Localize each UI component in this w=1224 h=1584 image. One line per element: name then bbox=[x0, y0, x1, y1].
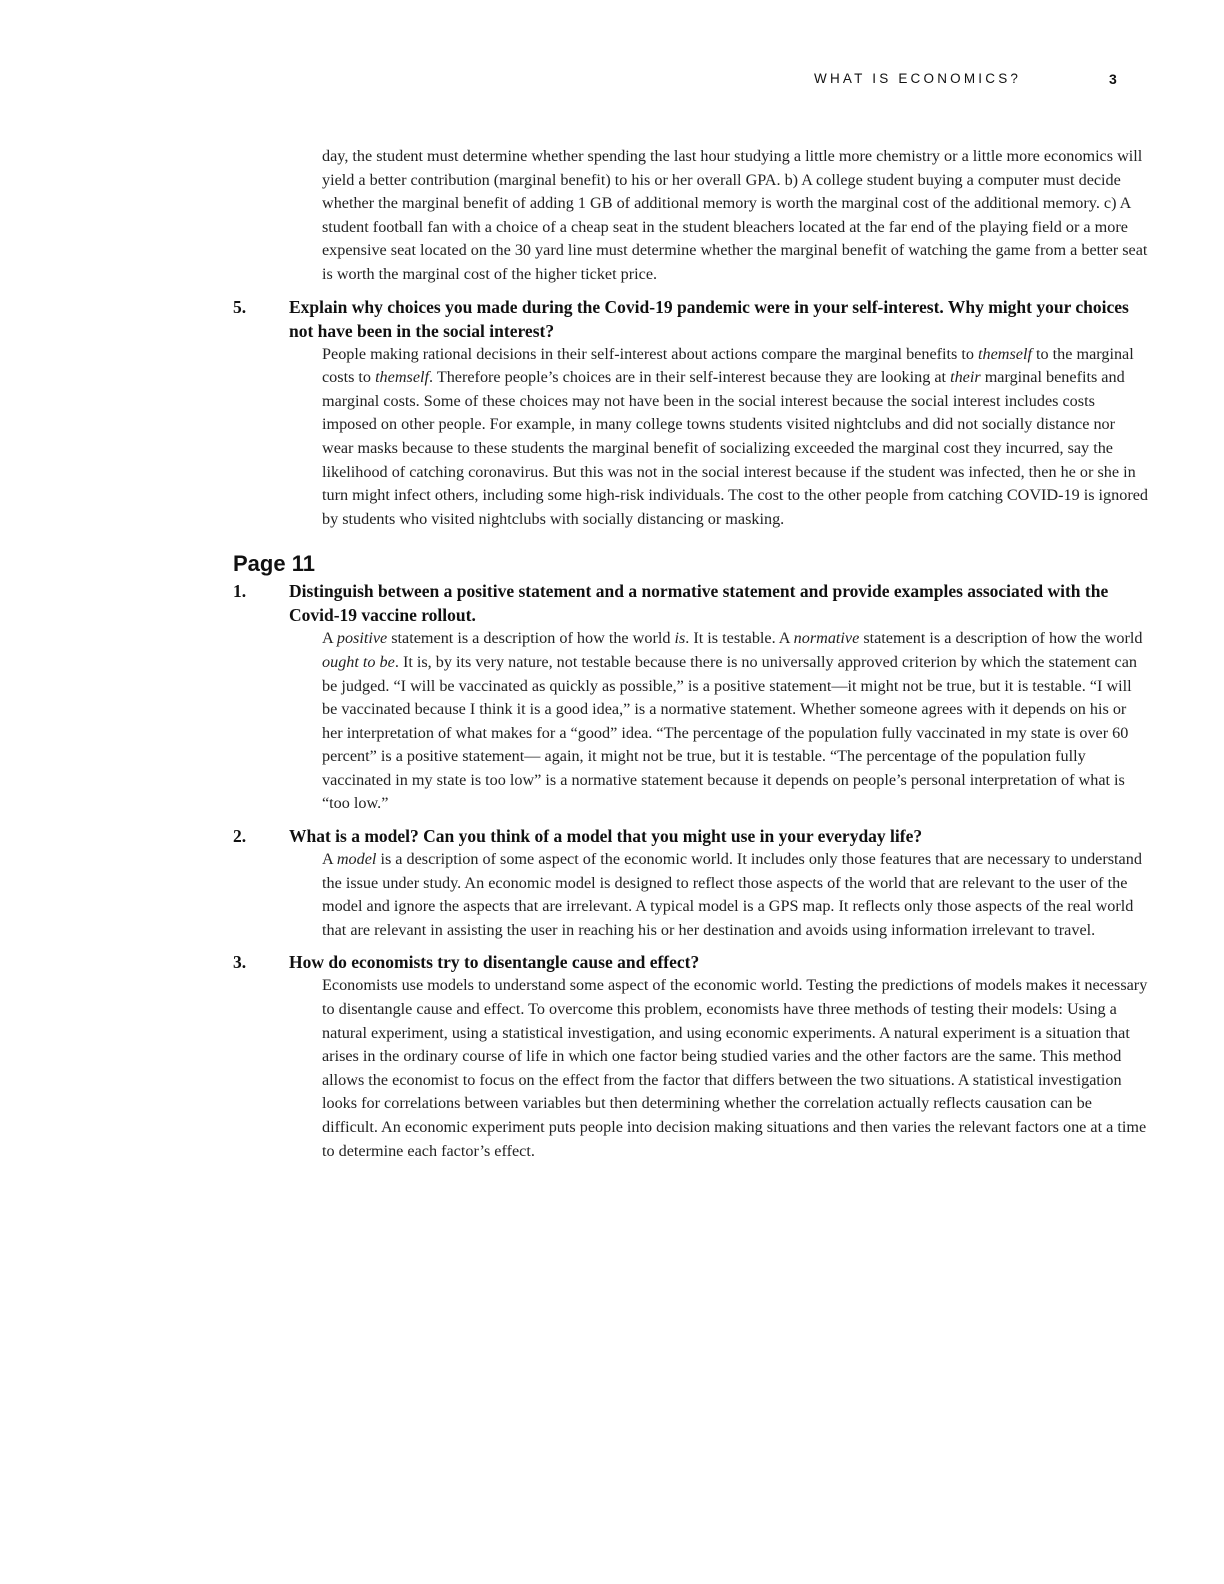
answer-text: statement is a description of how the world bbox=[859, 629, 1143, 648]
continued-answer: day, the student must determine whether spending the last hour studying a little more chemistry or a little more economics will yield a better contribution (marginal benefit) to his or her overall GPA. b) A college student buying a computer must decide whether the marginal benefit of adding 1 GB of additional memory is worth the marginal cost of the additional memory. c) A student football fan with a choice of a cheap seat in the student bleachers located at the far end of the playing field or a more expensive seat located on the 30 yard line must determine whether the marginal benefit of watching the game from a better seat is worth the marginal cost of the higher ticket price. bbox=[322, 147, 1148, 283]
answer-text: . It is testable. A bbox=[685, 629, 794, 648]
answer-2 bbox=[322, 848, 1148, 942]
answer-emphasis: themself bbox=[375, 368, 430, 387]
answer-text: statement is a description of how the world bbox=[387, 629, 675, 648]
question-text: Distinguish between a positive statement and a normative statement and provide examples associated with the Covid-19 vaccine rollout. bbox=[289, 581, 1109, 626]
answer-text: . Therefore people’s choices are in their self-interest because they are looking at bbox=[429, 368, 951, 387]
answer-text: A bbox=[322, 850, 337, 869]
answer-text: marginal benefits and marginal costs. Some of these choices may not have been in the social interest because the social interest includes costs imposed on other people. For example, in many college towns students visited nightclubs and did not socially distance nor wear masks because to these students the marginal benefit of socializing exceeded the marginal cost they incurred, say the likelihood of catching coronavirus. But this was not in the social interest because if the student was infected, then he or she in turn might infect others, including some high-risk individuals. The cost to the other people from catching COVID-19 is ignored by students who visited nightclubs with socially distancing or masking. bbox=[322, 368, 1149, 528]
question-number: 1. bbox=[233, 581, 247, 602]
answer-text: is a description of some aspect of the economic world. It includes only those features that are necessary to understand the issue under study. An economic model is designed to reflect those aspects of the world that are relevant to the user of the model and ignore the aspects that are irrelevant. A typical model is a GPS map. It reflects only those aspects of the real world that are relevant in assisting the user in reaching his or her destination and avoids using information irrelevant to travel. bbox=[322, 850, 1142, 939]
answer-3: Economists use models to understand some aspect of the economic world. Testing the predictions of models makes it necessary to disentangle cause and effect. To overcome this problem, economists have three methods of testing their models: Using a natural experiment, using a statistical investigation, and using economic experiments. A natural experiment is a situation that arises in the ordinary course of life in which one factor being studied varies and the other factors are the same. This method allows the economist to focus on the effect from the factor that differs between the two situations. A statistical investigation looks for correlations between variables but then determining whether the correlation actually reflects causation can be difficult. An economic experiment puts people into decision making situations and then varies the relevant factors one at a time to determine each factor’s effect. bbox=[322, 976, 1148, 1160]
question-5 bbox=[233, 295, 1148, 343]
question-number: 5. bbox=[233, 296, 247, 317]
answer-emphasis: themself bbox=[978, 344, 1032, 363]
question-number: 2. bbox=[233, 826, 247, 847]
question-item-1 bbox=[233, 579, 1148, 816]
question-text: Explain why choices you made during the Covid-19 pandemic were in your self-interest. Why might your choices not have been in the social interest? bbox=[289, 296, 1129, 341]
answer-5 bbox=[322, 343, 1148, 532]
question-text: What is a model? Can you think of a model that you might use in your everyday life? bbox=[289, 826, 923, 847]
question-3 bbox=[233, 950, 1148, 974]
question-item-5 bbox=[233, 295, 1148, 532]
answer-emphasis: is bbox=[674, 629, 686, 648]
answer-emphasis: ought to be bbox=[322, 652, 395, 671]
answer-emphasis: their bbox=[950, 368, 981, 387]
answer-emphasis: model bbox=[336, 850, 377, 869]
answer-1 bbox=[322, 627, 1148, 816]
question-1 bbox=[233, 579, 1148, 627]
question-item-3 bbox=[233, 950, 1148, 1163]
running-head: WHAT IS ECONOMICS? bbox=[814, 71, 1022, 86]
section-heading: Page 11 bbox=[233, 551, 315, 577]
question-2 bbox=[233, 824, 1148, 848]
answer-text: to the marginal costs to bbox=[322, 344, 1134, 387]
answer-text: A bbox=[322, 629, 337, 648]
answer-text: People making rational decisions in their self-interest about actions compare the marginal benefits to bbox=[322, 344, 979, 363]
question-number: 3. bbox=[233, 952, 247, 973]
question-text: How do economists try to disentangle cause and effect? bbox=[289, 952, 700, 973]
answer-emphasis: positive bbox=[336, 629, 388, 648]
question-item-2 bbox=[233, 824, 1148, 942]
page-number: 3 bbox=[1109, 71, 1117, 87]
answer-emphasis: normative bbox=[793, 629, 860, 648]
answer-text: . It is, by its very nature, not testable because there is no universally approved criterion by which the statement can be judged. “I will be vaccinated as quickly as possible,” is a positive statement—it might not be true, but it is testable. “I will be vaccinated because I think it is a good idea,” is a normative statement. Whether someone agrees with it depends on his or her interpretation of what makes for a “good” idea. “The percentage of the population fully vaccinated in my state is over 60 percent” is a positive statement— again, it might not be true, but it is testable. “The percentage of the population fully vaccinated in my state is too low” is a normative statement because it depends on people’s personal interpretation of what is “too low.” bbox=[322, 652, 1137, 813]
page-content bbox=[233, 145, 1148, 1163]
